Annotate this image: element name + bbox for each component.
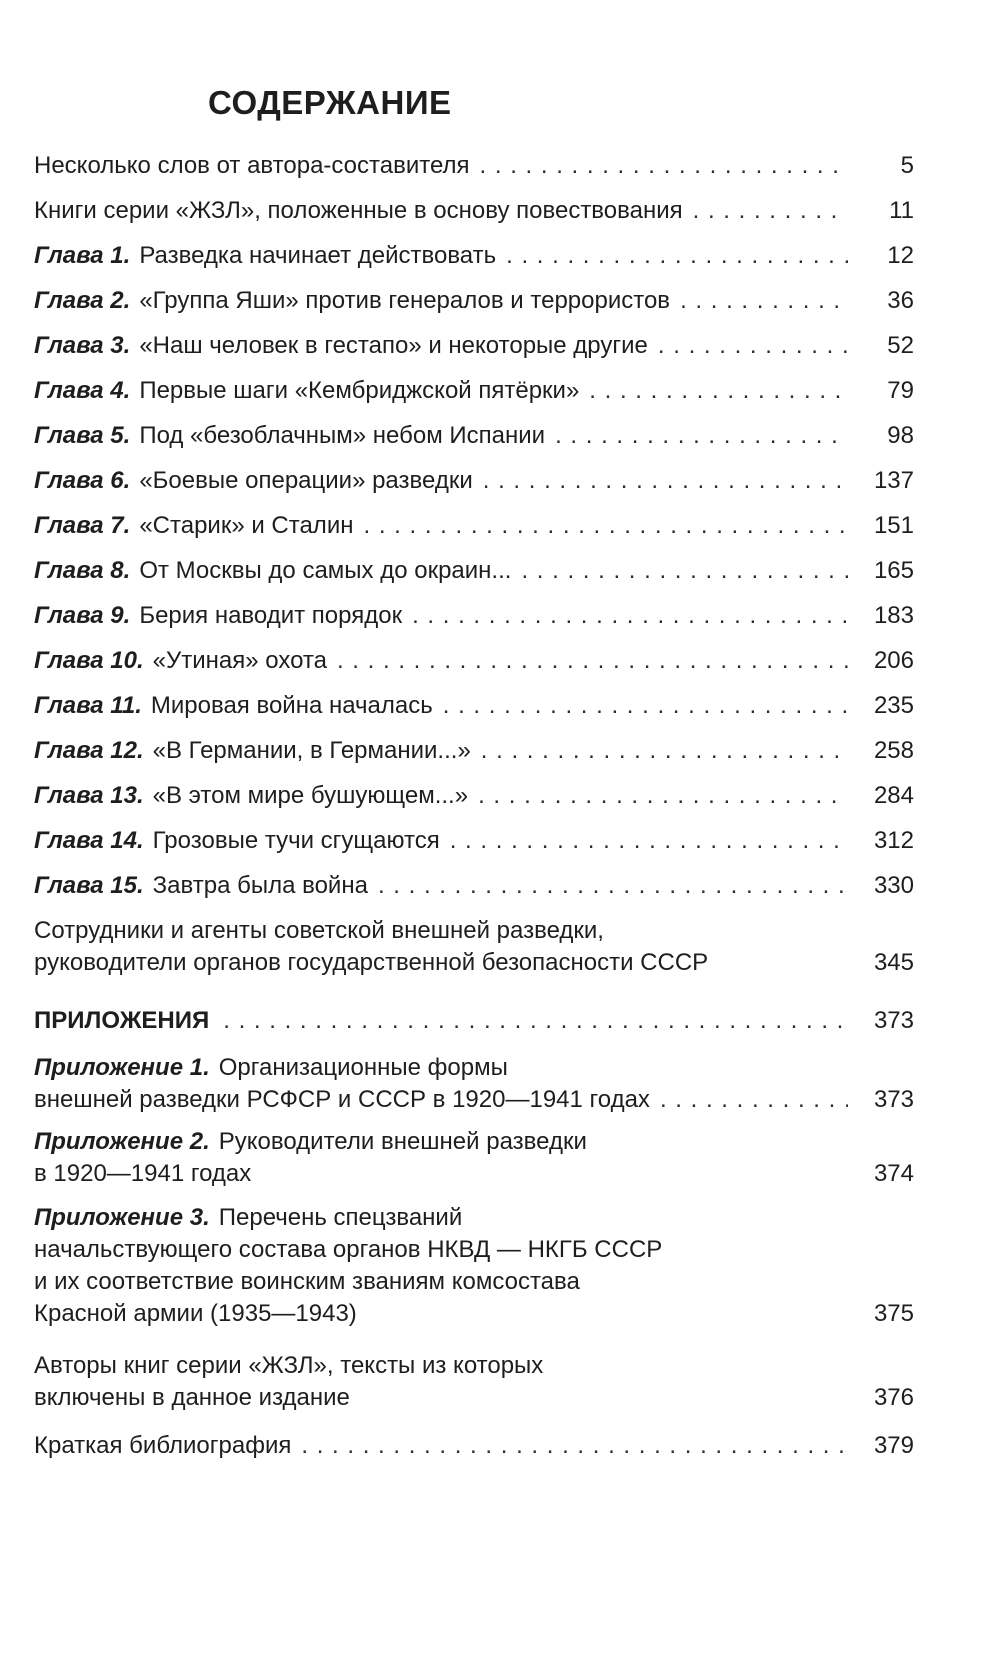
- toc-entry-title: «Утиная» охота: [152, 647, 327, 674]
- dot-leader: [483, 465, 848, 497]
- toc-entry-line: [34, 285, 914, 317]
- toc-entry: [34, 465, 914, 497]
- toc-entry-title: Под «безоблачным» небом Испании: [139, 422, 546, 449]
- toc-entry-line: [34, 1158, 914, 1190]
- toc-page-number: 98: [887, 422, 914, 449]
- toc-entry: [34, 735, 914, 767]
- toc-entry-line: [34, 510, 914, 542]
- toc-entry-line: [34, 690, 914, 722]
- toc-entry: [34, 240, 914, 272]
- toc-entry: [34, 1126, 914, 1190]
- dot-leader: [506, 240, 848, 272]
- toc-entry-label: Приложение 1.: [34, 1054, 210, 1081]
- dot-leader: [521, 555, 848, 587]
- toc-entry-line: [34, 1430, 914, 1462]
- toc-entry-title: Завтра была война: [152, 872, 368, 899]
- toc-entry-title: «В Германии, в Германии...»: [152, 737, 471, 764]
- toc-entry-label: Глава 2.: [34, 287, 131, 314]
- toc-entry-label: Глава 7.: [34, 512, 131, 539]
- toc-entry-line: [34, 330, 914, 362]
- toc-entry-line: [34, 1266, 914, 1298]
- toc-page-number: 79: [887, 377, 914, 404]
- toc-entry: [34, 1005, 914, 1037]
- toc-page-number: 284: [873, 782, 914, 809]
- toc-entry-title: Несколько слов от автора-составителя: [34, 152, 470, 179]
- toc-entry: [34, 1430, 914, 1462]
- toc-entry-label: Глава 5.: [34, 422, 131, 449]
- toc-entry-line: [34, 375, 914, 407]
- toc-entry-title: Книги серии «ЖЗЛ», положенные в основу повествования: [34, 197, 683, 224]
- toc-entry-title: «Наш человек в гестапо» и некоторые другие: [139, 332, 648, 359]
- toc-page-number: 5: [900, 152, 914, 179]
- toc-entry-label: Глава 12.: [34, 737, 144, 764]
- toc-entry-label: Глава 1.: [34, 242, 131, 269]
- toc-page-number: 330: [873, 872, 914, 899]
- toc-entry-line: [34, 1202, 914, 1234]
- toc-entry-label: Глава 9.: [34, 602, 131, 629]
- dot-leader: [693, 195, 848, 227]
- dot-leader: [660, 1084, 848, 1116]
- toc-page-number: 235: [873, 692, 914, 719]
- toc-page-number: 36: [887, 287, 914, 314]
- toc-entry-line: [34, 870, 914, 902]
- toc-page-number: 12: [887, 242, 914, 269]
- dot-leader: [680, 285, 848, 317]
- toc-entry-title: «Старик» и Сталин: [139, 512, 354, 539]
- toc-page-number: 137: [873, 467, 914, 494]
- toc-entry-title: в 1920—1941 годах: [34, 1160, 252, 1187]
- toc-entry-title: «Боевые операции» разведки: [139, 467, 473, 494]
- toc-entry-line: [34, 735, 914, 767]
- toc-entry-label: Глава 11.: [34, 692, 142, 719]
- toc-entry: [34, 375, 914, 407]
- toc-entry: [34, 285, 914, 317]
- toc-entry: [34, 870, 914, 902]
- dot-leader: [363, 510, 848, 542]
- toc-entry-title: Грозовые тучи сгущаются: [152, 827, 440, 854]
- toc-page-number: 165: [873, 557, 914, 584]
- toc-entry-title: включены в данное издание: [34, 1384, 350, 1411]
- toc-page-number: 375: [873, 1300, 914, 1327]
- toc-entry-line: [34, 1298, 914, 1330]
- toc-page-number: 206: [873, 647, 914, 674]
- dot-leader: [658, 330, 848, 362]
- toc-entry-label: Приложение 2.: [34, 1128, 210, 1155]
- toc-page-number: 52: [887, 332, 914, 359]
- toc-page-number: 258: [873, 737, 914, 764]
- toc-entry: [34, 150, 914, 182]
- toc-entry-title: и их соответствие воинским званиям комсостава: [34, 1268, 580, 1295]
- toc-entry: [34, 1350, 914, 1414]
- dot-leader: [443, 690, 848, 722]
- dot-leader: [450, 825, 848, 857]
- toc-entry-line: [34, 150, 914, 182]
- toc-entry-line: [34, 1382, 914, 1414]
- toc-entry-line: [34, 600, 914, 632]
- toc-entry-label: Глава 8.: [34, 557, 131, 584]
- toc-entry-label: Глава 15.: [34, 872, 144, 899]
- toc-page-number: 183: [873, 602, 914, 629]
- dot-leader: [480, 150, 848, 182]
- toc-entry-line: [34, 420, 914, 452]
- toc-entry-line: [34, 195, 914, 227]
- toc-entry: [34, 555, 914, 587]
- toc-entry-title: Мировая война началась: [150, 692, 433, 719]
- toc-entry: [34, 420, 914, 452]
- toc-page-number: 151: [873, 512, 914, 539]
- toc-entry-line: [34, 1126, 914, 1158]
- dot-leader: [555, 420, 848, 452]
- dot-leader: [589, 375, 848, 407]
- toc-entry-line: [34, 915, 914, 947]
- toc-entry: [34, 915, 914, 979]
- page-title: СОДЕРЖАНИЕ: [208, 84, 452, 121]
- toc-entry: [34, 510, 914, 542]
- toc-entry-line: [34, 825, 914, 857]
- toc-entry: [34, 1202, 914, 1330]
- dot-leader: [481, 735, 848, 767]
- toc-entry-title: Руководители внешней разведки: [218, 1128, 587, 1155]
- dot-leader: [301, 1430, 848, 1462]
- toc-entry-label: Глава 14.: [34, 827, 144, 854]
- toc-entry-label: Глава 6.: [34, 467, 131, 494]
- toc-entry: [34, 690, 914, 722]
- toc-page-number: 373: [873, 1086, 914, 1113]
- toc-entry: [34, 645, 914, 677]
- toc-entry-title: От Москвы до самых до окраин...: [139, 557, 512, 584]
- toc-entry-line: [34, 1234, 914, 1266]
- toc-entry: [34, 780, 914, 812]
- toc-entry-label: ПРИЛОЖЕНИЯ: [34, 1007, 210, 1034]
- toc-entry-title: Сотрудники и агенты советской внешней разведки,: [34, 917, 604, 944]
- toc-entry-line: [34, 1052, 914, 1084]
- toc-page-number: 345: [873, 949, 914, 976]
- toc-entry: [34, 1052, 914, 1116]
- toc-page-number: 374: [873, 1160, 914, 1187]
- dot-leader: [337, 645, 848, 677]
- toc-page-number: 11: [889, 197, 914, 224]
- dot-leader: [478, 780, 848, 812]
- toc-entry-title: Авторы книг серии «ЖЗЛ», тексты из которых: [34, 1352, 544, 1379]
- toc-entry-line: [34, 1005, 914, 1037]
- toc-entry-line: [34, 240, 914, 272]
- toc-entry-line: [34, 780, 914, 812]
- toc-entry: [34, 330, 914, 362]
- toc-entry-label: Глава 3.: [34, 332, 131, 359]
- toc-entry-line: [34, 465, 914, 497]
- toc-entry-label: Глава 4.: [34, 377, 131, 404]
- toc-entry-title: «В этом мире бушующем...»: [152, 782, 469, 809]
- toc-page-number: 312: [873, 827, 914, 854]
- toc-entry-line: [34, 1350, 914, 1382]
- toc-entry-line: [34, 555, 914, 587]
- toc-entry: [34, 825, 914, 857]
- toc-page-number: 379: [873, 1432, 914, 1459]
- toc-page-number: 376: [873, 1384, 914, 1411]
- dot-leader: [412, 600, 848, 632]
- dot-leader: [223, 1005, 848, 1037]
- toc-entry-title: Первые шаги «Кембриджской пятёрки»: [139, 377, 580, 404]
- toc-entry-title: Организационные формы: [218, 1054, 508, 1081]
- toc-entry-label: Глава 10.: [34, 647, 144, 674]
- toc-entry-title: начальствующего состава органов НКВД — НКГБ СССР: [34, 1236, 663, 1263]
- toc-entry-title: внешней разведки РСФСР и СССР в 1920—1941 годах: [34, 1086, 650, 1113]
- toc-entry: [34, 195, 914, 227]
- toc-entry-title: Перечень спецзваний: [218, 1204, 463, 1231]
- toc-page-number: 373: [873, 1007, 914, 1034]
- toc-entry-title: Краткая библиография: [34, 1432, 292, 1459]
- toc-entry-line: [34, 645, 914, 677]
- toc-entry-title: Красной армии (1935—1943): [34, 1300, 357, 1327]
- toc-entry-label: Приложение 3.: [34, 1204, 210, 1231]
- toc-entry-title: «Группа Яши» против генералов и террористов: [139, 287, 671, 314]
- toc-entry-label: Глава 13.: [34, 782, 144, 809]
- toc-entry-line: [34, 947, 914, 979]
- toc-entry-title: Разведка начинает действовать: [139, 242, 497, 269]
- dot-leader: [378, 870, 848, 902]
- toc-entry-line: [34, 1084, 914, 1116]
- toc-entry-title: руководители органов государственной безопасности СССР: [34, 949, 709, 976]
- toc-entry: [34, 600, 914, 632]
- toc-entry-title: Берия наводит порядок: [139, 602, 403, 629]
